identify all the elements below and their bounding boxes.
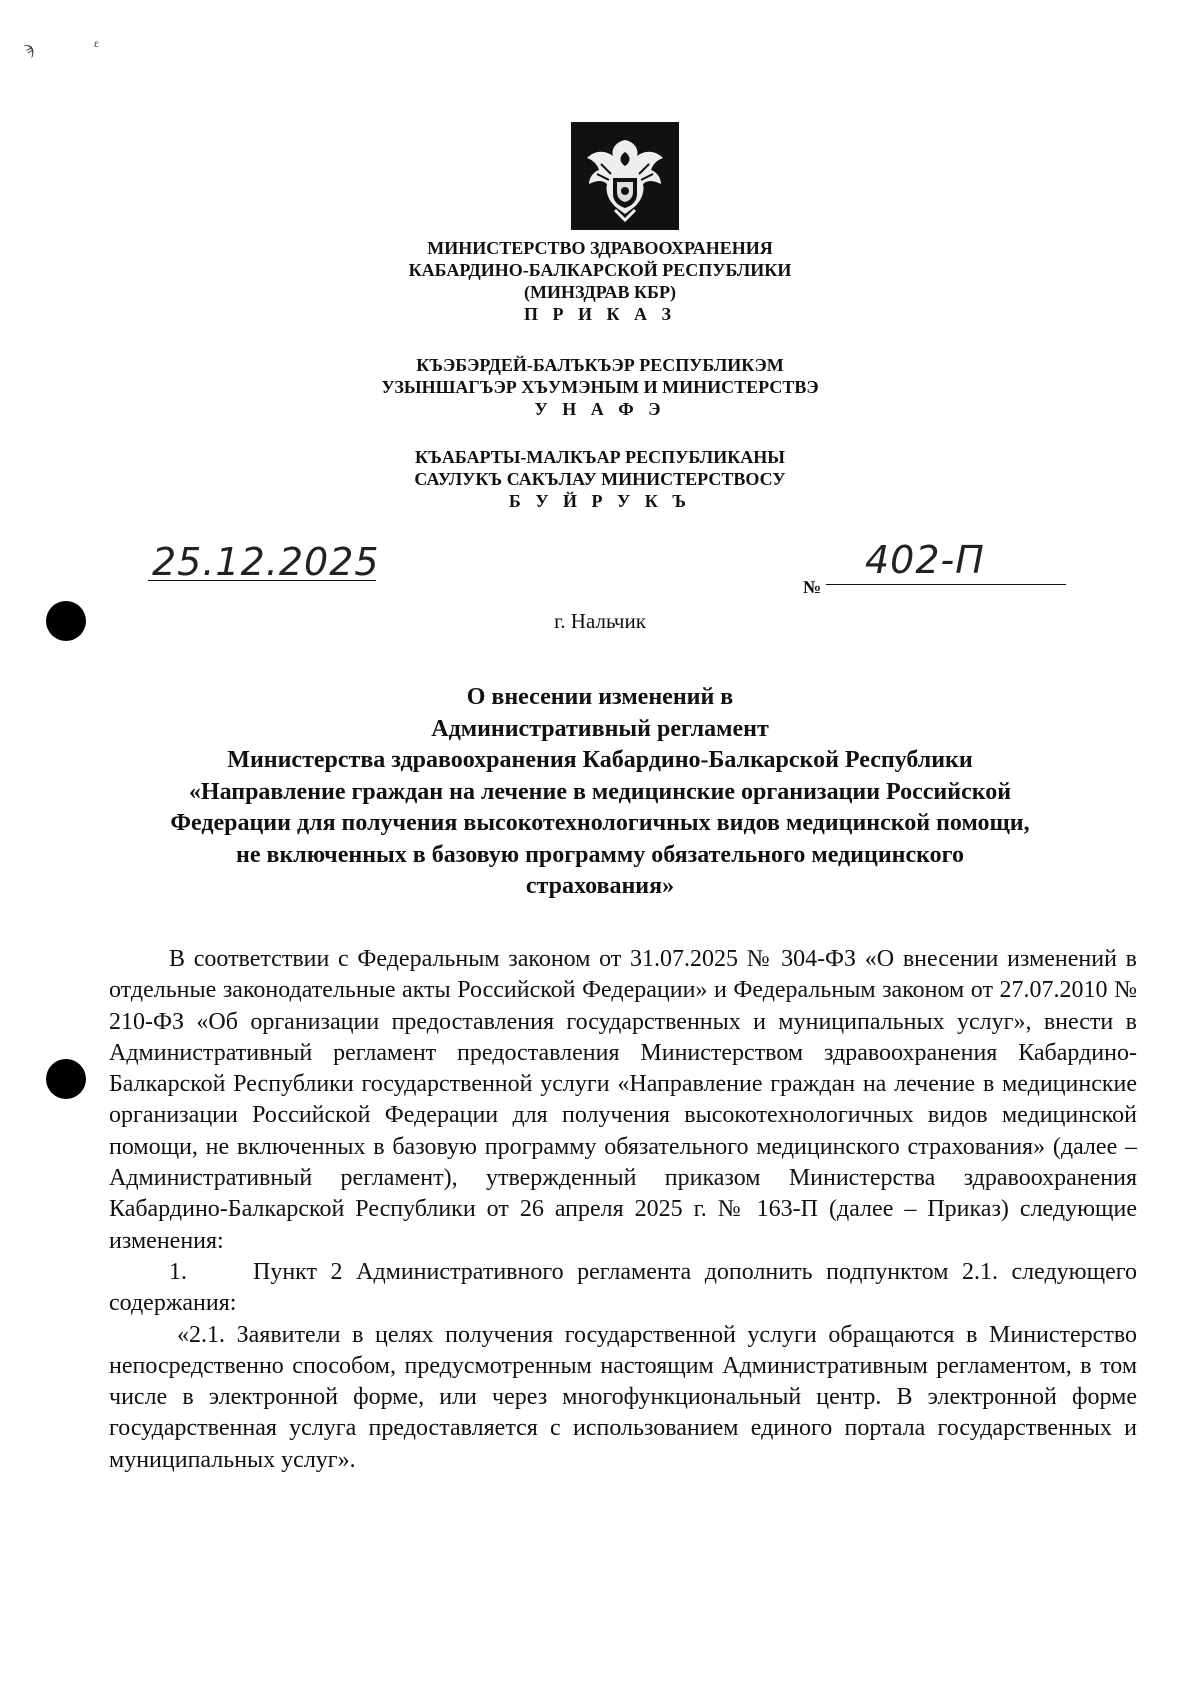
header-kbd-line1: КЪЭБЭРДЕЙ-БАЛЪКЪЭР РЕСПУБЛИКЭМ <box>416 355 784 375</box>
scan-speck: ϡ <box>24 38 34 58</box>
quoted-subclause: «2.1. Заявители в целях получения государственной услуги обращаются в Министерство непосредственно способом, предусмотренным настоящим Административным регламентом, в том числе в электронной форме, или через многофункциональный центр. В электронной форме государственная услуга предоставляется с использованием единого портала государственных и муниципальных услуг». <box>109 1321 1137 1473</box>
punch-hole-bottom <box>46 1059 86 1099</box>
header-ru-doc-type: П Р И К А З <box>523 304 677 324</box>
scan-speck: ɛ <box>94 36 100 50</box>
header-ru-line3: (МИНЗДРАВ КБР) <box>524 282 676 302</box>
header-ru-line1: МИНИСТЕРСТВО ЗДРАВООХРАНЕНИЯ <box>427 238 773 258</box>
title-line7: страхования» <box>525 873 675 899</box>
header-ru-line2: КАБАРДИНО-БАЛКАРСКОЙ РЕСПУБЛИКИ <box>408 260 792 280</box>
number-sign: № <box>803 577 822 597</box>
header-russian <box>0 237 1200 325</box>
header-krc-doc-type: Б У Й Р У К Ъ <box>508 491 692 511</box>
document-number: 402-П <box>865 538 985 582</box>
header-krc-line2: САУЛУКЪ САКЪЛАУ МИНИСТЕРСТВОСУ <box>414 469 786 489</box>
header-kbd-line2: УЗЫНШАГЪЭР ХЪУМЭНЫМ И МИНИСТЕРСТВЭ <box>381 377 819 397</box>
number-underline <box>826 584 1066 585</box>
list-item-1 <box>109 1257 1137 1320</box>
document-body <box>109 944 1137 1476</box>
header-kbd-doc-type: У Н А Ф Э <box>534 399 666 419</box>
title-line5: Федерации для получения высокотехнологичных видов медицинской помощи, <box>170 810 1030 836</box>
title-line1: О внесении изменений в <box>466 684 734 710</box>
title-line6: не включенных в базовую программу обязательного медицинского <box>236 841 964 868</box>
header-kabardian <box>0 354 1200 420</box>
title-line4: «Направление граждан на лечение в медицинские организации Российской <box>188 778 1012 805</box>
date-underline <box>148 580 376 581</box>
header-karachay-balkar <box>0 446 1200 512</box>
list-item-1-text: Пункт 2 Административного регламента дополнить подпунктом 2.1. следующего содержания: <box>109 1258 1137 1317</box>
header-krc-line1: КЪАБАРТЫ-МАЛКЪАР РЕСПУБЛИКАНЫ <box>415 447 785 467</box>
document-title <box>100 682 1100 903</box>
list-item-1-number: 1. <box>169 1258 187 1285</box>
body-paragraph-1: В соответствии с Федеральным законом от 31.07.2025 № 304-ФЗ «О внесении изменений в отдельные законодательные акты Российской Федерации» и Федеральным законом от 27.07.2010 № 210-ФЗ «Об организации предоставления государственных и муниципальных услуг», внести в Административный регламент предоставления Министерством здравоохранения Кабардино-Балкарской Республики государственной услуги «Направление граждан на лечение в медицинские организации Российской Федерации для получения высокотехнологичных видов медицинской помощи, не включенных в базовую программу обязательного медицинского страхования» (далее – Административный регламент), утвержденный приказом Министерства здравоохранения Кабардино-Балкарской Республики от 26 апреля 2025 г. № 163-П (далее – Приказ) следующие изменения: <box>109 946 1137 1254</box>
title-line3: Министерства здравоохранения Кабардино-Балкарской Республики <box>227 747 973 773</box>
title-line2: Административный регламент <box>431 715 769 742</box>
coat-of-arms-emblem <box>571 122 679 230</box>
document-date: 25.12.2025 <box>152 540 380 584</box>
city: г. Нальчик <box>554 609 646 633</box>
